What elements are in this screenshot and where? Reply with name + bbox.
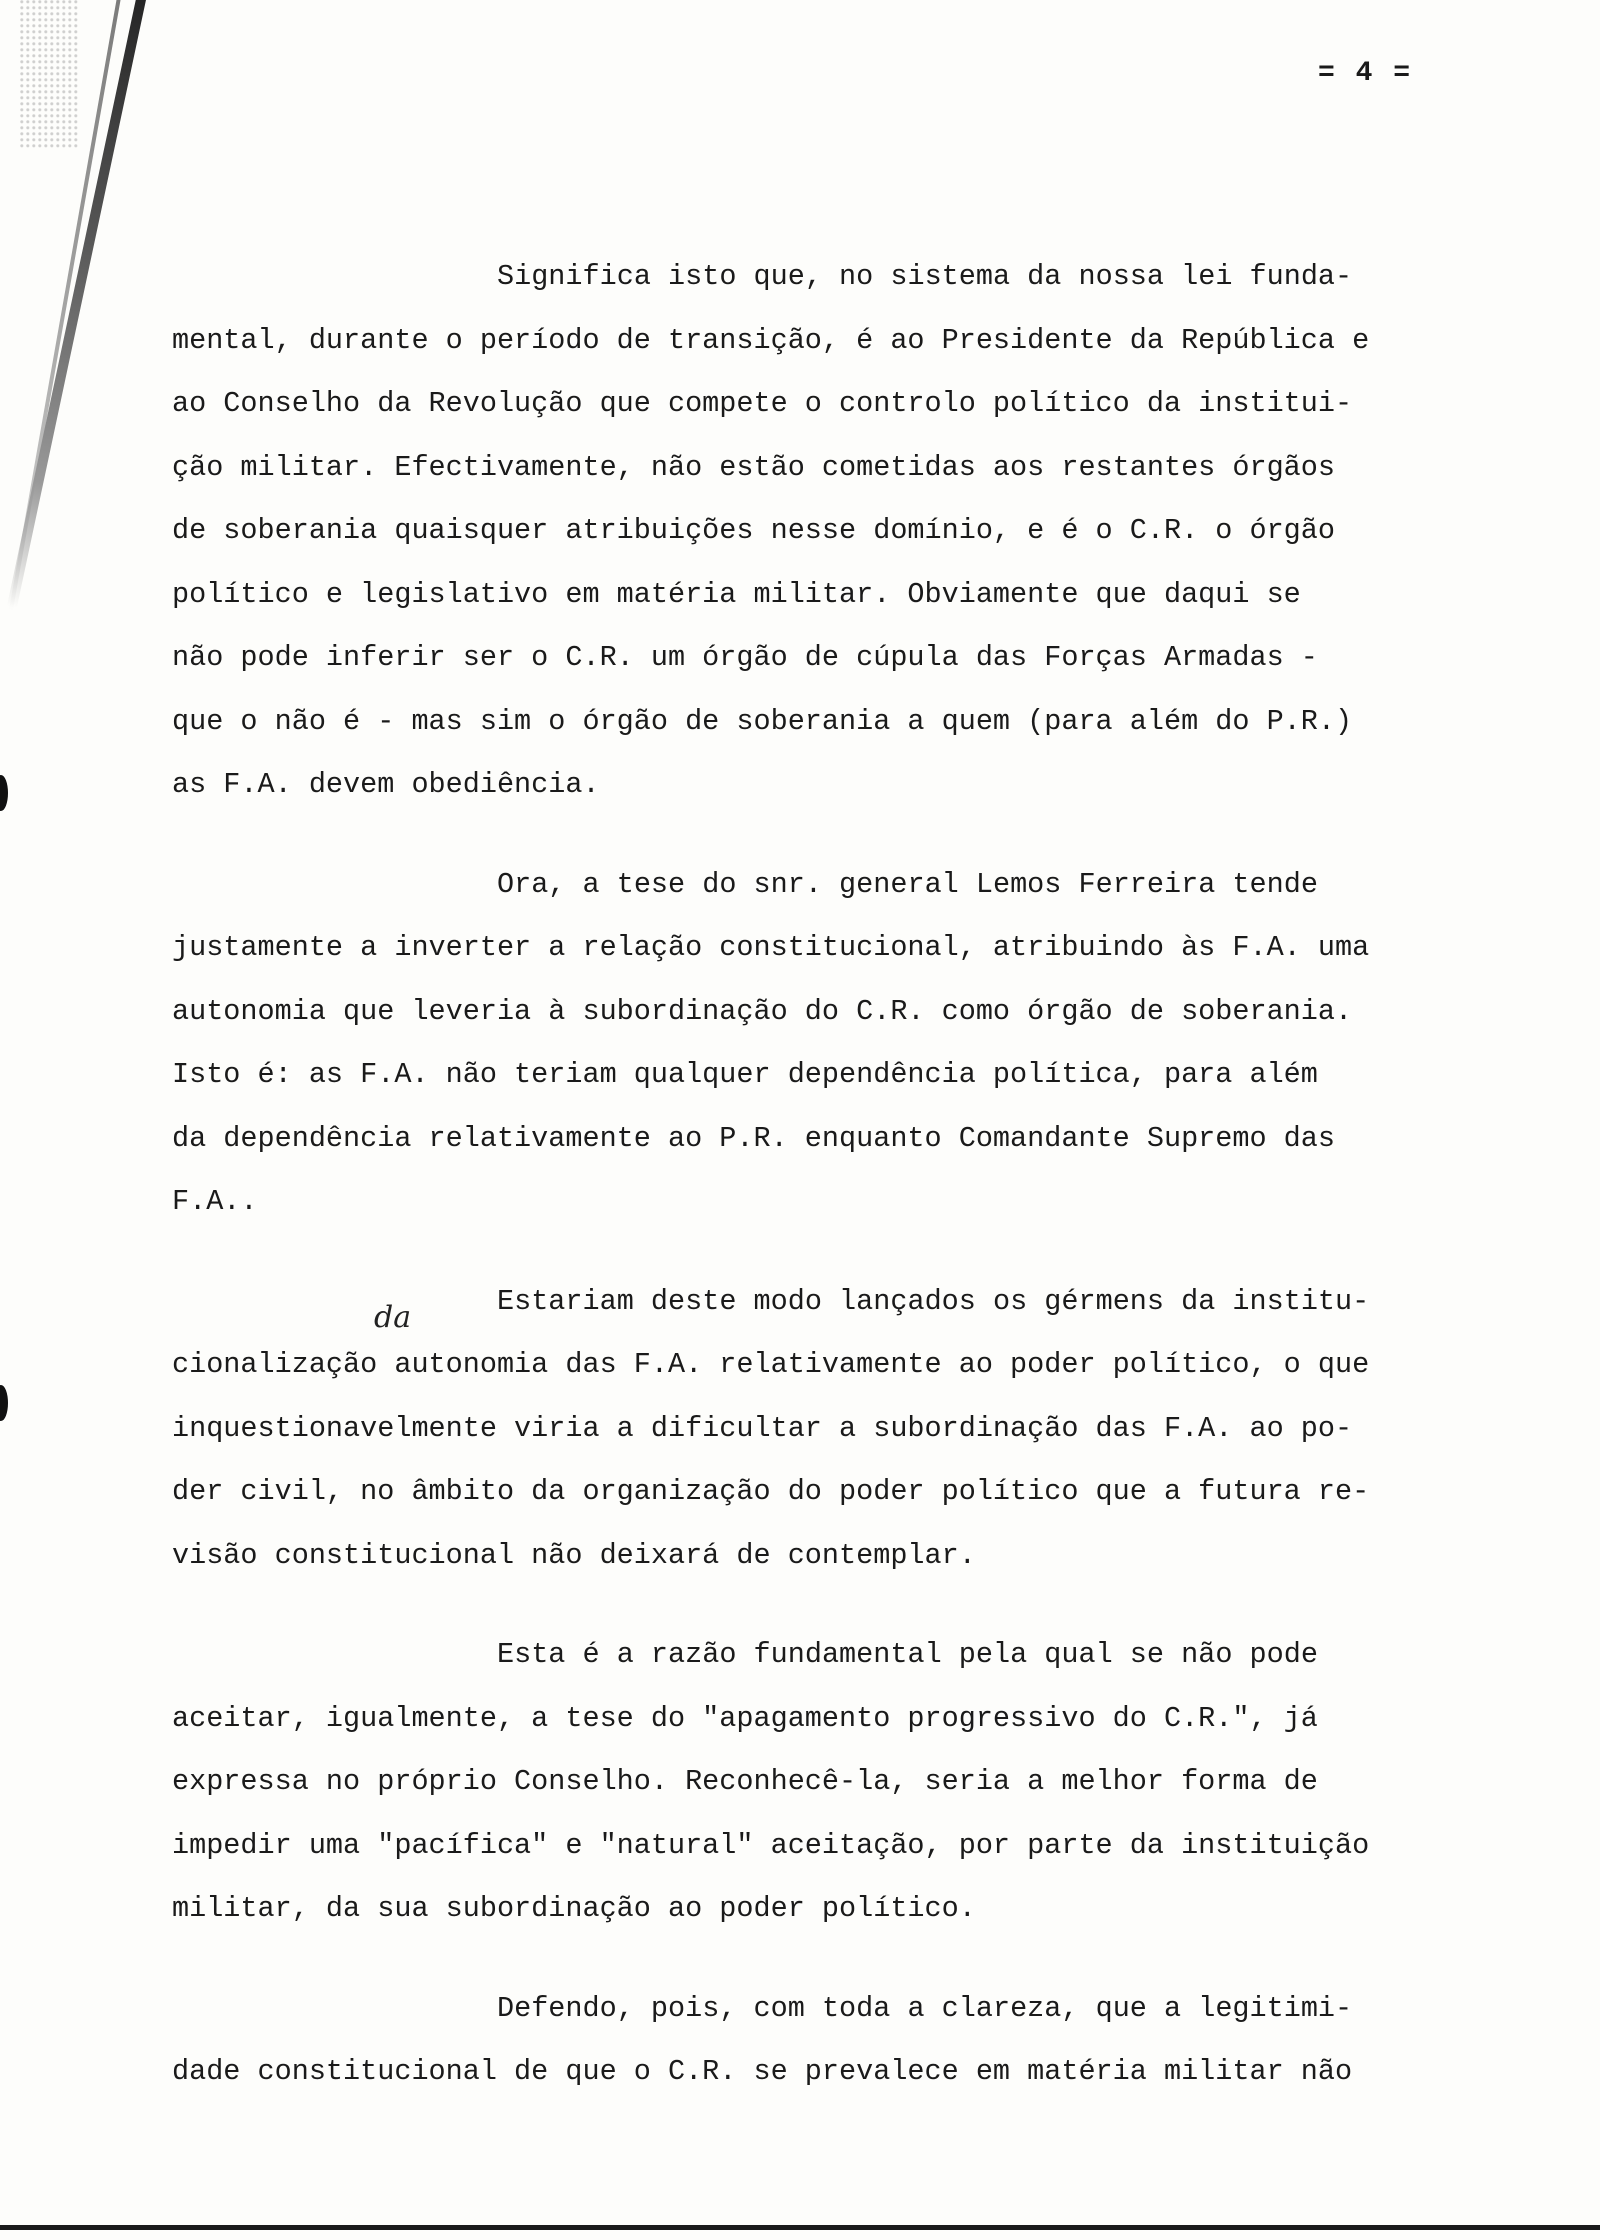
text-line: político e legislativo em matéria militar. Obviamente que daqui se <box>172 577 1301 611</box>
text-line: ao Conselho da Revolução que compete o controlo político da institui- <box>172 387 1353 420</box>
paragraph <box>172 1977 1402 2104</box>
text-line: visão constitucional não deixará de contemplar. <box>172 1538 976 1572</box>
text-line: Isto é: as F.A. não teriam qualquer dependência política, para além <box>172 1058 1318 1091</box>
text-line: ção militar. Efectivamente, não estão cometidas aos restantes órgãos <box>172 450 1335 484</box>
text-line: mental, durante o período de transição, é ao Presidente da República e <box>172 323 1370 357</box>
text-line: militar, da sua subordinação ao poder político. <box>172 1892 976 1925</box>
text-line: da dependência relativamente ao P.R. enquanto Comandante Supremo das <box>172 1121 1335 1155</box>
text-line: autonomia que leveria à subordinação do C.R. como órgão de soberania. <box>172 994 1353 1028</box>
text-line: não pode inferir ser o C.R. um órgão de cúpula das Forças Armadas - <box>172 641 1318 674</box>
text-line: der civil, no âmbito da organização do poder político que a futura re- <box>172 1475 1370 1508</box>
text-line: expressa no próprio Conselho. Reconhecê-la, seria a melhor forma de <box>172 1765 1318 1798</box>
text-line: justamente a inverter a relação constitucional, atribuindo às F.A. uma <box>172 931 1370 964</box>
text-line: dade constitucional de que o C.R. se prevalece em matéria militar não <box>172 2055 1353 2088</box>
scan-speckle <box>20 0 80 150</box>
text-line: Estariam deste modo lançados os gérmens da institu- <box>497 1284 1370 1318</box>
margin-hole-mark <box>0 775 8 811</box>
text-line: de soberania quaisquer atribuições nesse domínio, e é o C.R. o órgão <box>172 514 1335 547</box>
text-line: Esta é a razão fundamental pela qual se não pode <box>497 1638 1318 1671</box>
scan-bottom-edge <box>0 2225 1600 2230</box>
handwritten-insertion: da <box>374 1300 412 1335</box>
paragraph <box>172 245 1402 817</box>
text-line: aceitar, igualmente, a tese do "apagamento progressivo do C.R.", já <box>172 1701 1318 1735</box>
text-line: cionalização autonomia das F.A. relativamente ao poder político, o que <box>172 1348 1370 1381</box>
text-line: as F.A. devem obediência. <box>172 768 600 801</box>
paragraph <box>172 1623 1402 1941</box>
text-line: impedir uma "pacífica" e "natural" aceitação, por parte da instituição <box>172 1828 1370 1862</box>
text-line: inquestionavelmente viria a dificultar a subordinação das F.A. ao po- <box>172 1411 1353 1445</box>
text-line: Significa isto que, no sistema da nossa lei funda- <box>497 260 1353 293</box>
scan-binding-edge <box>0 0 150 620</box>
text-line: F.A.. <box>172 1185 258 1218</box>
text-line: que o não é - mas sim o órgão de soberania a quem (para além do P.R.) <box>172 704 1353 738</box>
text-line: Ora, a tese do snr. general Lemos Ferreira tende <box>497 867 1318 901</box>
page-number: = 4 = <box>1318 58 1413 89</box>
margin-hole-mark <box>0 1385 8 1421</box>
paragraph <box>172 853 1402 1234</box>
document-body <box>172 245 1402 2140</box>
paragraph <box>172 1270 1402 1588</box>
text-line: Defendo, pois, com toda a clareza, que a legitimi- <box>497 1991 1353 2025</box>
